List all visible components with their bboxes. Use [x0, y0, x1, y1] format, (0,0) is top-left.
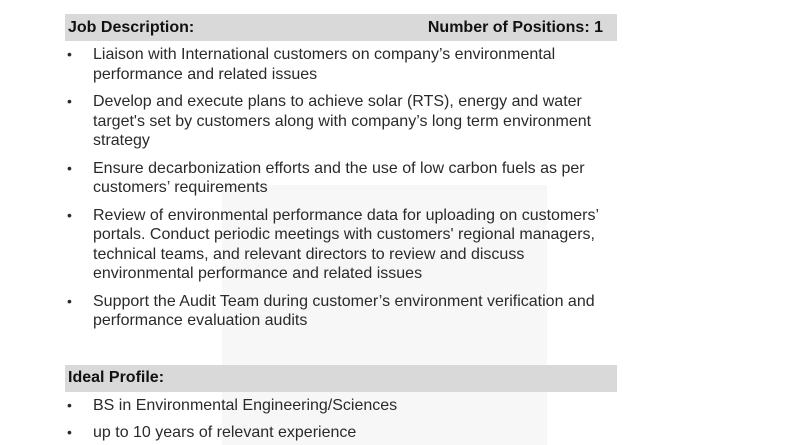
list-item-text: Review of environmental performance data for uploading on customers’ portals. Conduct periodic meetings with customers' regional managers, technical teams, and relevant directors to review and discuss environmental performance and related issues [93, 206, 599, 282]
list-item [65, 159, 617, 198]
list-item [65, 292, 617, 331]
list-item-text: BS in Environmental Engineering/Sciences [93, 396, 398, 414]
section-spacer [65, 331, 617, 365]
ideal-profile-header [65, 365, 617, 392]
bullet-icon: • [67, 292, 72, 309]
list-item [65, 92, 617, 151]
list-item [65, 423, 617, 443]
bullet-icon: • [67, 206, 72, 223]
document-content [65, 14, 617, 443]
job-description-title: Job Description: [68, 18, 195, 36]
ideal-profile-title: Ideal Profile: [68, 369, 165, 386]
list-item-text: Develop and execute plans to achieve solar (RTS), energy and water target's set by customers along with company’s long term environment strategy [93, 93, 592, 149]
bullet-icon: • [67, 396, 72, 413]
bullet-icon: • [67, 424, 72, 440]
job-description-header [65, 14, 617, 41]
list-item [65, 396, 617, 416]
list-item [65, 45, 617, 84]
list-item [65, 206, 617, 284]
number-of-positions: Number of Positions: 1 [427, 18, 603, 36]
list-item-text: Liaison with International customers on company’s environmental performance and related issues [93, 46, 556, 83]
job-description-list [65, 45, 617, 331]
bullet-icon: • [67, 93, 72, 109]
bullet-icon: • [67, 159, 72, 176]
list-item-text: Support the Audit Team during customer’s environment verification and performance evaluation audits [93, 292, 595, 329]
ideal-profile-list [65, 396, 617, 443]
bullet-icon: • [67, 46, 72, 62]
list-item-text: up to 10 years of relevant experience [93, 424, 357, 441]
list-item-text: Ensure decarbonization efforts and the use of low carbon fuels as per customers’ requirements [93, 159, 585, 196]
